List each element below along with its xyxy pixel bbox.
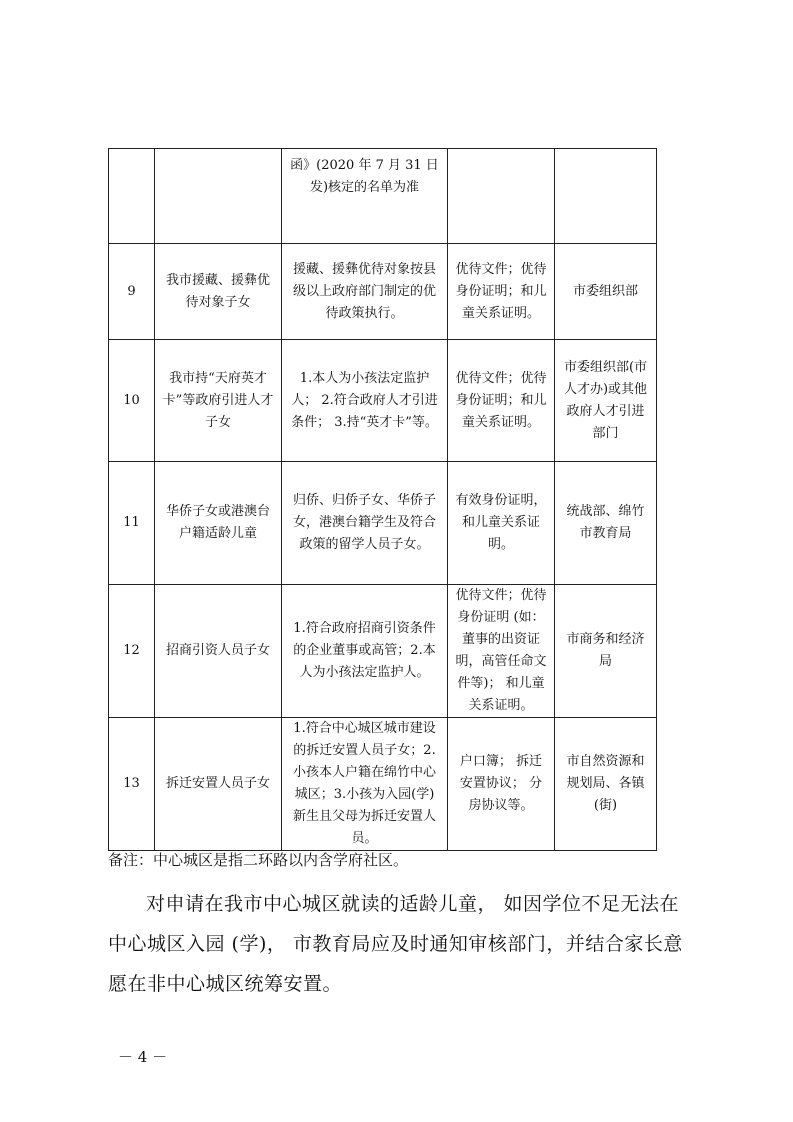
target-group: 华侨子女或港澳台户籍适龄儿童 bbox=[155, 462, 282, 585]
material bbox=[448, 149, 555, 244]
condition: 援藏、援彝优待对象按县级以上政府部门制定的优待政策执行。 bbox=[282, 244, 448, 340]
table-row bbox=[109, 462, 657, 585]
table-row bbox=[109, 340, 657, 462]
condition: 函》(2020 年 7 月 31 日发)核定的名单为准 bbox=[282, 149, 448, 244]
page-number: － 4 － bbox=[118, 1048, 168, 1066]
row-number: 11 bbox=[109, 462, 155, 585]
condition: 1.本人为小孩法定监护人； 2.符合政府人才引进条件； 3.持“英才卡”等。 bbox=[282, 340, 448, 462]
target-group: 我市持“天府英才卡”等政府引进人才子女 bbox=[155, 340, 282, 462]
department: 市委组织部 bbox=[555, 244, 657, 340]
row-number: 13 bbox=[109, 718, 155, 851]
material: 户口簿； 拆迁安置协议； 分房协议等。 bbox=[448, 718, 555, 851]
row-number: 12 bbox=[109, 585, 155, 718]
department: 市商务和经济局 bbox=[555, 585, 657, 718]
row-number: 9 bbox=[109, 244, 155, 340]
target-group: 拆迁安置人员子女 bbox=[155, 718, 282, 851]
department: 统战部、绵竹市教育局 bbox=[555, 462, 657, 585]
material: 优待文件；优待身份证明；和儿童关系证明。 bbox=[448, 340, 555, 462]
body-paragraph: 对申请在我市中心城区就读的适龄儿童， 如因学位不足无法在中心城区入园 (学)， 市教育局应及时通知审核部门，并结合家长意愿在非中心城区统筹安置。 bbox=[108, 893, 683, 995]
condition: 归侨、归侨子女、华侨子女，港澳台籍学生及符合政策的留学人员子女。 bbox=[282, 462, 448, 585]
table-row bbox=[109, 585, 657, 718]
condition: 1.符合政府招商引资条件的企业董事或高管；2.本人为小孩法定监护人。 bbox=[282, 585, 448, 718]
target-group: 我市援藏、援彝优待对象子女 bbox=[155, 244, 282, 340]
department: 市自然资源和规划局、各镇(街) bbox=[555, 718, 657, 851]
condition: 1.符合中心城区城市建设的拆迁安置人员子女；2.小孩本人户籍在绵竹中心城区；3.小孩为入园(学)新生且父母为拆迁安置人员。 bbox=[282, 718, 448, 851]
row-number bbox=[109, 149, 155, 244]
material: 优待文件；优待身份证明 (如：董事的出资证明，高管任命文件等)； 和儿童关系证明。 bbox=[448, 585, 555, 718]
department: 市委组织部(市人才办)或其他政府人才引进部门 bbox=[555, 340, 657, 462]
policy-table bbox=[108, 148, 657, 851]
target-group bbox=[155, 149, 282, 244]
row-number: 10 bbox=[109, 340, 155, 462]
target-group: 招商引资人员子女 bbox=[155, 585, 282, 718]
table-row bbox=[109, 244, 657, 340]
table-note: 备注：中心城区是指二环路以内含学府社区。 bbox=[108, 851, 409, 869]
material: 优待文件；优待身份证明；和儿童关系证明。 bbox=[448, 244, 555, 340]
table-row bbox=[109, 718, 657, 851]
table-row bbox=[109, 149, 657, 244]
department bbox=[555, 149, 657, 244]
material: 有效身份证明，和儿童关系证明。 bbox=[448, 462, 555, 585]
